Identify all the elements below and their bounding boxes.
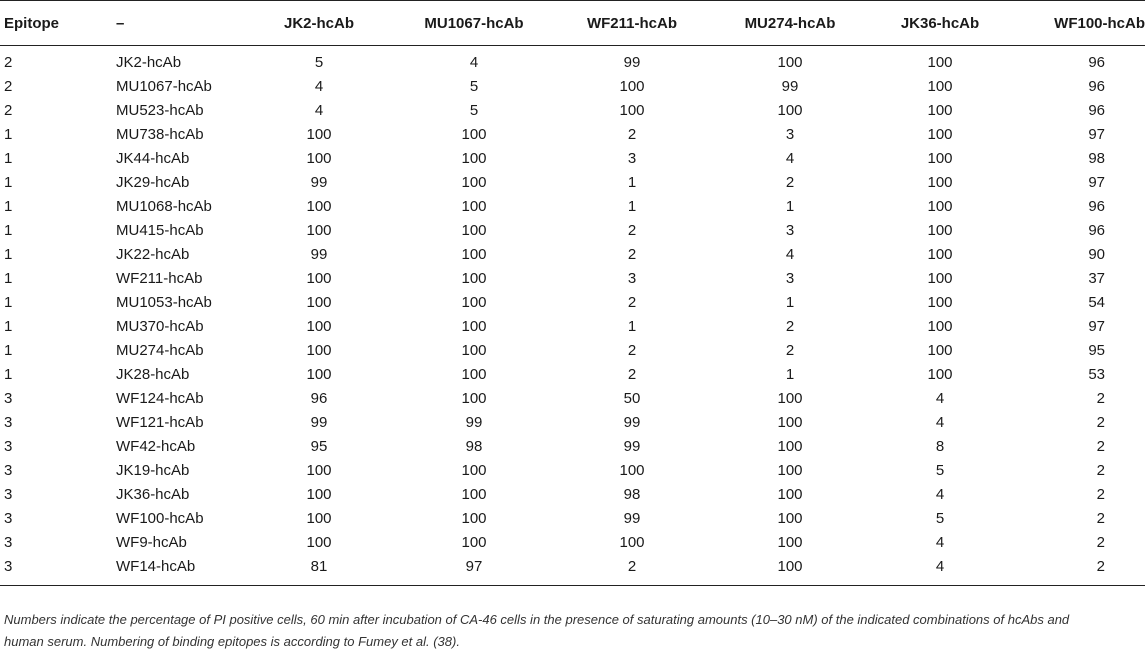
cell-jk36: 5	[935, 462, 945, 479]
cell-wf100: 96	[1088, 102, 1105, 119]
cell-jk2: 100	[306, 270, 332, 287]
cell-wf100: 97	[1088, 126, 1105, 143]
header-mu1067: MU1067-hcAb	[394, 1, 554, 46]
cell-antibody: MU274-hcAb	[116, 342, 204, 359]
table-row	[0, 123, 1145, 147]
cell-mu1067: 100	[461, 366, 487, 383]
cell-wf211: 3	[627, 150, 637, 167]
cell-jk36: 100	[927, 222, 953, 239]
cell-antibody: JK29-hcAb	[116, 174, 190, 191]
cell-jk36: 100	[927, 78, 953, 95]
cell-mu274: 1	[785, 294, 795, 311]
cell-jk36: 100	[927, 294, 953, 311]
cell-antibody: JK36-hcAb	[116, 486, 190, 503]
cell-jk36: 4	[935, 414, 945, 431]
cell-jk2: 100	[306, 534, 332, 551]
cell-epitope: 1	[4, 246, 13, 263]
table-row	[0, 243, 1145, 267]
cell-wf100: 2	[1096, 534, 1105, 551]
cell-wf100: 54	[1088, 294, 1105, 311]
cell-jk36: 100	[927, 246, 953, 263]
cell-mu274: 2	[785, 174, 795, 191]
cell-wf211: 1	[627, 198, 637, 215]
table-row	[0, 46, 1145, 76]
table-row	[0, 459, 1145, 483]
cell-jk36: 100	[927, 54, 953, 71]
cell-epitope: 2	[4, 102, 13, 119]
cell-mu274: 1	[785, 198, 795, 215]
table-row	[0, 195, 1145, 219]
cell-antibody: WF14-hcAb	[116, 555, 244, 586]
cell-epitope: 1	[4, 318, 13, 335]
cell-epitope: 1	[4, 150, 13, 167]
cell-mu1067: 100	[461, 150, 487, 167]
cell-epitope: 2	[4, 78, 13, 95]
cell-antibody: MU523-hcAb	[116, 102, 204, 119]
cell-jk36: 8	[935, 438, 945, 455]
table-row	[0, 555, 1145, 586]
cell-antibody: WF100-hcAb	[116, 510, 204, 527]
cell-mu1067: 99	[465, 414, 483, 431]
cell-wf211: 2	[627, 246, 637, 263]
cell-mu274: 100	[777, 510, 803, 527]
cell-mu1067: 4	[469, 54, 479, 71]
cell-jk2: 99	[310, 246, 328, 263]
cell-jk2: 100	[306, 462, 332, 479]
cell-antibody: MU1067-hcAb	[116, 78, 212, 95]
cell-wf211: 99	[623, 414, 641, 431]
header-antibody: –	[116, 1, 244, 46]
cell-antibody: WF124-hcAb	[116, 390, 204, 407]
cell-jk36: 100	[927, 174, 953, 191]
table-row	[0, 267, 1145, 291]
table-row	[0, 531, 1145, 555]
cell-wf211: 1	[627, 318, 637, 335]
header-jk36: JK36-hcAb	[870, 1, 1010, 46]
cell-jk36: 100	[927, 270, 953, 287]
cell-mu1067: 100	[461, 174, 487, 191]
cell-jk2: 100	[306, 126, 332, 143]
cell-mu274: 4	[785, 150, 795, 167]
cell-jk36: 100	[927, 318, 953, 335]
cell-epitope: 3	[4, 510, 13, 527]
cell-antibody: WF9-hcAb	[116, 534, 187, 551]
cell-antibody: JK44-hcAb	[116, 150, 190, 167]
cell-wf100: 96	[1088, 54, 1105, 71]
cell-mu1067: 97	[394, 555, 554, 586]
cell-jk2: 100	[306, 294, 332, 311]
cell-jk36: 4	[935, 390, 945, 407]
cell-jk36: 100	[927, 366, 953, 383]
cell-wf100: 98	[1088, 150, 1105, 167]
cell-mu274: 1	[785, 366, 795, 383]
cell-wf211: 100	[619, 534, 645, 551]
cell-wf100: 97	[1088, 174, 1105, 191]
cell-mu1067: 100	[461, 510, 487, 527]
cell-epitope: 1	[4, 126, 13, 143]
cell-jk36: 4	[935, 534, 945, 551]
cell-wf100: 37	[1088, 270, 1105, 287]
cell-mu274: 100	[777, 102, 803, 119]
cell-mu1067: 100	[461, 222, 487, 239]
cell-wf100: 2	[1096, 438, 1105, 455]
cell-wf100: 2	[1096, 414, 1105, 431]
cell-wf100: 90	[1088, 246, 1105, 263]
cell-wf211: 1	[627, 174, 637, 191]
cell-mu1067: 100	[461, 342, 487, 359]
cell-wf211: 2	[627, 126, 637, 143]
cell-wf211: 2	[627, 294, 637, 311]
table-row	[0, 339, 1145, 363]
cell-antibody: MU738-hcAb	[116, 126, 204, 143]
table-row	[0, 363, 1145, 387]
cell-mu1067: 100	[461, 318, 487, 335]
cell-mu1067: 100	[461, 462, 487, 479]
cell-jk36: 100	[927, 342, 953, 359]
header-mu274: MU274-hcAb	[710, 1, 870, 46]
cell-mu274: 100	[777, 534, 803, 551]
cell-wf211: 98	[623, 486, 641, 503]
cell-jk2: 96	[310, 390, 328, 407]
cell-wf211: 2	[627, 222, 637, 239]
cell-wf100: 53	[1088, 366, 1105, 383]
cell-epitope: 3	[4, 462, 13, 479]
cell-jk2: 99	[310, 174, 328, 191]
cell-wf211: 50	[623, 390, 641, 407]
cell-jk2: 99	[310, 414, 328, 431]
table-row	[0, 147, 1145, 171]
cell-mu274: 3	[785, 126, 795, 143]
cell-epitope: 1	[4, 174, 13, 191]
cell-jk36: 100	[927, 150, 953, 167]
cell-antibody: MU370-hcAb	[116, 318, 204, 335]
cell-jk2: 4	[314, 78, 324, 95]
cell-wf100: 2	[1096, 462, 1105, 479]
cell-mu1067: 100	[461, 390, 487, 407]
cell-mu1067: 100	[461, 534, 487, 551]
cell-epitope: 1	[4, 222, 13, 239]
table-row	[0, 435, 1145, 459]
cell-antibody: MU1053-hcAb	[116, 294, 212, 311]
cell-wf211: 99	[623, 510, 641, 527]
cell-mu1067: 100	[461, 246, 487, 263]
cell-jk36: 4	[870, 555, 1010, 586]
header-wf211: WF211-hcAb	[554, 1, 710, 46]
cell-jk2: 4	[314, 102, 324, 119]
cell-jk2: 95	[310, 438, 328, 455]
cell-antibody: JK2-hcAb	[116, 54, 182, 71]
table-row	[0, 483, 1145, 507]
cell-epitope: 1	[4, 270, 13, 287]
cell-jk2: 81	[244, 555, 394, 586]
cell-mu1067: 5	[469, 102, 479, 119]
cell-mu1067: 100	[461, 270, 487, 287]
cell-epitope: 3	[4, 486, 13, 503]
cell-wf211: 3	[627, 270, 637, 287]
cell-mu274: 3	[785, 270, 795, 287]
cell-antibody: WF121-hcAb	[116, 414, 204, 431]
cell-wf100: 2	[1096, 486, 1105, 503]
cell-jk2: 100	[306, 150, 332, 167]
cell-mu274: 2	[785, 342, 795, 359]
cell-wf211: 100	[619, 102, 645, 119]
cell-wf100: 96	[1088, 198, 1105, 215]
cell-jk36: 5	[935, 510, 945, 527]
cell-wf100: 96	[1088, 78, 1105, 95]
cell-wf211: 100	[619, 462, 645, 479]
header-wf100: WF100-hcAb	[1010, 1, 1145, 46]
table-row	[0, 171, 1145, 195]
cell-epitope: 2	[4, 54, 13, 71]
cell-mu274: 100	[777, 390, 803, 407]
cell-mu1067: 100	[461, 126, 487, 143]
cell-antibody: JK19-hcAb	[116, 462, 190, 479]
cell-jk2: 100	[306, 486, 332, 503]
table-footnote: Numbers indicate the percentage of PI positive cells, 60 min after incubation of CA-46 cells in the presence of saturating amounts (10–30 nM) of the indicated combinations of hcAbs and human serum. Numbering of binding epitopes is according to Fumey et al. (38).	[4, 612, 1070, 649]
table-row	[0, 219, 1145, 243]
cell-epitope: 3	[4, 438, 13, 455]
cell-epitope: 3	[4, 414, 13, 431]
cell-epitope: 1	[4, 294, 13, 311]
cell-mu274: 2	[785, 318, 795, 335]
cell-antibody: MU415-hcAb	[116, 222, 204, 239]
cell-epitope: 3	[4, 390, 13, 407]
cell-jk2: 100	[306, 198, 332, 215]
cell-jk2: 100	[306, 222, 332, 239]
cell-wf211: 2	[627, 342, 637, 359]
cell-wf100: 95	[1088, 342, 1105, 359]
cell-jk36: 100	[927, 198, 953, 215]
cell-jk2: 100	[306, 366, 332, 383]
cell-epitope: 3	[0, 555, 116, 586]
cell-jk36: 4	[935, 486, 945, 503]
cell-wf211: 100	[619, 78, 645, 95]
table-row	[0, 291, 1145, 315]
cell-mu1067: 100	[461, 198, 487, 215]
table-body	[0, 46, 1145, 586]
cell-antibody: WF211-hcAb	[116, 270, 203, 287]
cell-mu1067: 5	[469, 78, 479, 95]
cell-wf100: 96	[1088, 222, 1105, 239]
cell-epitope: 1	[4, 342, 13, 359]
cell-jk2: 5	[314, 54, 324, 71]
cell-epitope: 1	[4, 198, 13, 215]
table-row	[0, 75, 1145, 99]
cell-epitope: 1	[4, 366, 13, 383]
cell-mu274: 4	[785, 246, 795, 263]
cell-antibody: JK28-hcAb	[116, 366, 190, 383]
cell-wf100: 97	[1088, 318, 1105, 335]
cell-epitope: 3	[4, 534, 13, 551]
cell-jk2: 100	[306, 318, 332, 335]
cell-mu274: 3	[785, 222, 795, 239]
cell-mu1067: 100	[461, 486, 487, 503]
cell-jk2: 100	[306, 342, 332, 359]
cell-antibody: WF42-hcAb	[116, 438, 196, 455]
cell-wf100: 2	[1096, 390, 1105, 407]
cell-wf211: 2	[554, 555, 710, 586]
header-epitope: Epitope	[0, 1, 116, 46]
cell-mu274: 100	[710, 555, 870, 586]
cell-jk36: 100	[927, 102, 953, 119]
cell-mu1067: 100	[461, 294, 487, 311]
cell-mu274: 100	[777, 54, 803, 71]
cell-mu1067: 98	[465, 438, 483, 455]
cell-wf211: 99	[623, 54, 641, 71]
cell-mu274: 100	[777, 462, 803, 479]
table-header-row	[0, 1, 1145, 46]
cell-jk2: 100	[306, 510, 332, 527]
table-row	[0, 99, 1145, 123]
cell-mu274: 100	[777, 414, 803, 431]
cell-jk36: 100	[927, 126, 953, 143]
cell-wf211: 2	[627, 366, 637, 383]
cell-wf211: 99	[623, 438, 641, 455]
cell-wf100: 2	[1010, 555, 1145, 586]
table-row	[0, 387, 1145, 411]
header-jk2: JK2-hcAb	[244, 1, 394, 46]
cell-antibody: JK22-hcAb	[116, 246, 190, 263]
table-row	[0, 315, 1145, 339]
cell-mu274: 100	[777, 486, 803, 503]
cell-mu274: 100	[777, 438, 803, 455]
cell-antibody: MU1068-hcAb	[116, 198, 212, 215]
cell-wf100: 2	[1096, 510, 1105, 527]
table-row	[0, 411, 1145, 435]
table-row	[0, 507, 1145, 531]
cell-mu274: 99	[781, 78, 799, 95]
